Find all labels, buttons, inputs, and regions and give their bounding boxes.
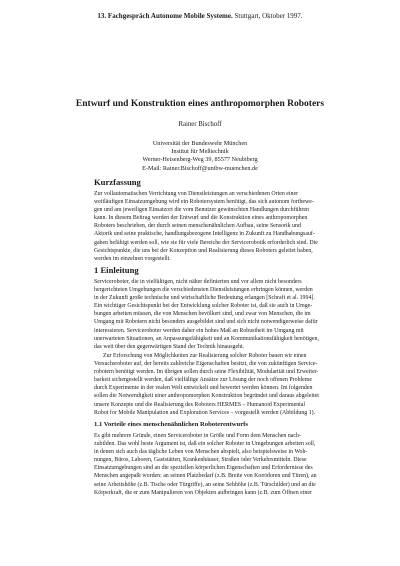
section-1-heading: 1 Einleitung [94,265,139,275]
section-1-paragraph-1 [94,278,390,351]
abstract-line: kann. In diesem Beitrag werden der Entwurf und die Konstruktion eines anthropomorphen [94,215,308,222]
conference-place-date: Stuttgart, Oktober 1997. [232,12,303,20]
paragraph-line: nungen, Büros, Laboren, Gaststätten, Krankenhäuser, Straßen oder Verkehrsmitteln. Diese [94,457,307,464]
paragraph-line: das weit über den gegenwärtigen Stand der Technik hinausgeht. [94,343,245,350]
paragraph-line: in der Zukunft große technische und wirtschaftliche Bedeutung erlangen [Schraft et al. 1994]. [94,295,315,302]
paragraph-line: Zur Erforschung von Möglichkeiten zur Realisierung solcher Roboter bauen wir einen [103,353,307,359]
abstract-line: Roboters beschrieben, der durch seinen menschenähnlichen Aufbau, seine Sensorik und [94,223,301,230]
abstract-line: Gesichtspunkte, die uns bei der Konzeption und Realisierung dieses Roboters geleitet haben, [94,247,313,254]
section-1-1-paragraph [94,432,390,497]
abstract-line: weitläufigen Einsatzumgebung wird ein Robotersystem benötigt, das sich autonom fortbewe- [94,199,314,206]
paragraph-line: Versuchsroboter auf, der bereits zahlreiche Eigenschaften besitzt, die von zukünftigen Service- [94,361,318,368]
paragraph-line: unsere Konzepte und die Realisierung des Roboters HERMES – Humanoid Experimental [94,401,306,408]
paragraph-line: Es gibt mehrere Gründe, einen Serviceroboter in Größe und Form dem Menschen nach- [94,433,301,439]
conference-name: 13. Fachgespräch Autonome Mobile Systeme. [97,12,233,20]
abstract-line: Zur vollautomatischen Verrichtung von Dienstleistungen an verschiedenen Orten einer [94,191,299,197]
abstract-text [94,190,390,263]
abstract-line: gen und am jeweiligen Einsatzort die vom Benutzer gewünschten Handlungen durchführen [94,207,309,214]
paragraph-line: unerwarteten Situationen, an Anpassungsfähigkeit und an Kommunikationsfähigkeit benötigen, [94,335,319,342]
paragraph-line: Menschen angepaßt worden: an seinen Platzbedarf (z.B. Breite von Korridoren und Türen), an [94,473,317,480]
abstract-line: werden im einzelnen vorgestellt. [94,255,171,262]
abstract-heading: Kurzfassung [94,177,141,187]
paragraph-line: Einsatzumgebungen sind an die speziellen körperlichen Eigenschaften und Erfordernisse des [94,465,313,472]
section-1-paragraph-2 [94,352,390,417]
abstract-line: Aktorik und seine praktische, handlungsbezogene Intelligenz in Zukunft zu Handhabungsauf- [94,231,315,238]
paragraph-line: bungen arbeiten müssen, die von Menschen bevölkert sind, und zwar von Menschen, die im [94,311,311,318]
paragraph-line: hergerichteten Umgebungen die verschiedensten Dienstleistungen erbringen können, werden [94,287,313,294]
paragraph-line: Ein wichtiger Gesichtspunkt bei der Entwicklung solcher Roboter ist, daß sie auch in Umge- [94,303,313,310]
paragraph-line: Serviceroboter, die in vielfältigen, nicht näher definierten und vor allem nicht besonders [94,279,302,285]
paragraph-line: Umgang mit Robotern nicht besonders ausgebildet sind und sich nicht notwendigerweise dafür [94,319,318,326]
affiliation-email: E-Mail: Rainer.Bischoff@unibw-muenchen.de [142,164,258,172]
paragraph-line: barkeit sichergestellt werden, daß vielfältige Ansätze zur Lösung der noch offenen Probleme [94,377,312,384]
author-name: Rainer Bischoff [178,121,222,128]
abstract-line: gaben befähigt werden soll, wie sie für viele Bereiche der Servicerobotik erforderlich sind. Die [94,239,318,246]
paragraph-line: zubilden. Das wohl beste Argument ist, daß ein solcher Roboter in Umgebungen arbeiten soll, [94,441,316,448]
paragraph-line: Robot for Mobile Manipulation and Exploration Services – vorgestellt werden (Abbildung 1). [94,409,316,416]
conference-header [0,12,400,20]
paragraph-line: robotern benötigt werden. Im übrigen sollen durch seine Flexibilität, Modularität und Erweiter- [94,369,319,376]
paragraph-line: interessieren. Serviceroboter werden daher ein hohes Maß an Robustheit im Umgang mit [94,327,304,334]
paragraph-line: Körperkraft, die er zum Manipulieren von Objekten aufbringen kann (z.B. zum Öffnen einer [94,489,312,496]
paragraph-line: sollen die Notwendigkeit einer anthropomorphen Konstruktion begründet und daraus abgeleitet [94,393,319,400]
paper-title: Entwurf und Konstruktion eines anthropomorphen Roboters [75,99,325,109]
section-1-1-heading: 1.1 Vorteile eines menschenähnlichen Roboterentwurfs [94,421,248,428]
paragraph-line: seine Arbeitshöhe (z.B. Tische oder Türgriffe), an seine Sehhöhe (z.B. Türschilder) und an die [94,481,316,488]
affiliation-institute: Institut für Meßtechnik [171,148,229,156]
affiliation-university: Universität der Bundeswehr München [152,140,248,147]
paragraph-line: in denen sich auch das tägliche Leben von Menschen abspielt, also beispielsweise in Woh- [94,449,308,456]
affiliation-address: Werner-Heisenberg-Weg 39, 85577 Neubiberg [142,156,258,164]
paragraph-line: durch Experimente in der realen Welt entwickelt und bewertet werden können. Im folgenden [94,385,313,392]
affiliation-block [0,140,400,173]
